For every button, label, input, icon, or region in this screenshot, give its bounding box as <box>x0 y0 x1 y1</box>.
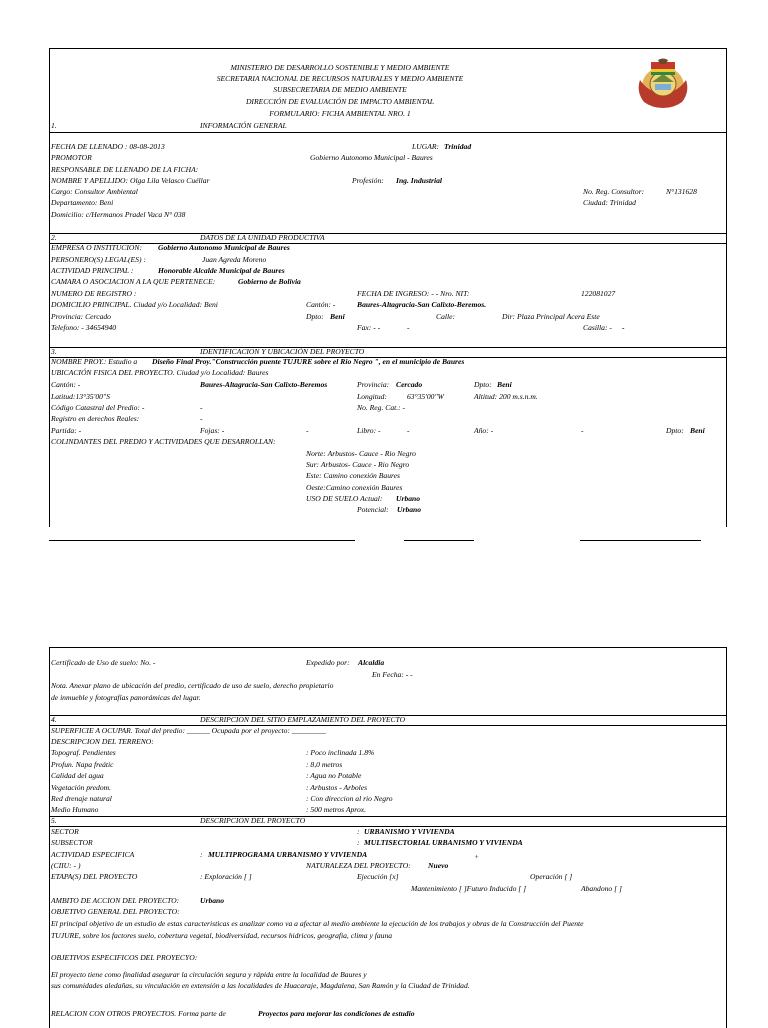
dpto-3-label: Dpto: <box>474 380 492 389</box>
objetivos-especificos-label: OBJETIVOS ESPECIFICOS DEL PROYECYO: <box>51 953 198 962</box>
actividad-principal-value: Honorable Alcalde Municipal de Baures <box>158 266 285 275</box>
codigo-catastral: Código Catastral del Predio: - <box>51 403 145 412</box>
section-3-top-divider <box>49 347 726 348</box>
terreno-row-value: : Con direccion al rio Negro <box>306 794 393 803</box>
numero-registro: NUMERO DE REGISTRO : <box>51 289 137 298</box>
section-1-number: 1. <box>51 121 57 130</box>
nombre-proyecto-label: NOMBRE PROY.: Estudio a <box>51 357 138 366</box>
canton-3-label: Cantón: - <box>51 380 81 389</box>
ciiu: (CIIU: - ) <box>51 861 81 870</box>
objetivo-general-label: OBJETIVO GENERAL DEL PROYECTO: <box>51 907 180 916</box>
nit-value: 122081027 <box>581 289 616 298</box>
canton-label: Cantón: - <box>306 300 336 309</box>
actividad-especifica-colon: : <box>200 850 203 859</box>
ambito-value: Urbano <box>200 896 225 905</box>
camara-label: CAMARA O ASOCIACION A LA QUE PERTENECE: <box>51 277 216 286</box>
terreno-row-value: : 500 metros Aprox. <box>306 805 367 814</box>
nombre-proyecto-value: Diseño Final Proy."Construcción puente TUJURE sobre el Rio Negro ", en el municipio de Baures <box>152 357 465 366</box>
etapa-mantenimiento: Mantenimiento [ ]Futuro Inducido [ ] <box>411 884 527 893</box>
profesion-label: Profesión: <box>352 176 384 185</box>
domicilio-principal: DOMICILIO PRINCIPAL. Ciudad y/o Localidad: Beni <box>51 300 218 309</box>
direccion: Dir: Plaza Principal Acera Este <box>502 312 600 321</box>
naturaleza-value: Nuevo <box>428 861 449 870</box>
terreno-row-value: : Agua no Potable <box>306 771 362 780</box>
section-4-number: 4. <box>51 715 57 724</box>
reg-consultor-value: N°131628 <box>666 187 697 196</box>
lugar-value: Trinidad <box>444 142 472 151</box>
terreno-row-value: : 8,0 metros <box>306 760 343 769</box>
sector-label: SECTOR <box>51 827 79 836</box>
fax-dash: - <box>407 323 410 332</box>
sector-colon: : <box>357 827 360 836</box>
lugar-label: LUGAR: <box>412 142 439 151</box>
colindante-este: Este: Camino conexión Baures <box>306 471 400 480</box>
dpto-3b-value: Beni <box>690 426 705 435</box>
reg-cat: No. Reg. Cat.: - <box>357 403 406 412</box>
subsector-label: SUBSECTOR <box>51 838 93 847</box>
fojas: Fojas: - <box>200 426 225 435</box>
personero-value: Juan Agreda Moreno <box>202 255 267 264</box>
etapa-exploracion: : Exploración [ ] <box>200 872 252 881</box>
header-line-5: FORMULARIO: FICHA AMBIENTAL NRO. 1 <box>269 109 411 118</box>
objetivos-especificos-line-2: sus comunidades aledañas, su vinculación en extensión a las localidades de Huacaraje, Magdalena, San Ramón y la Ciudad de Trinidad. <box>51 981 470 990</box>
etapas-label: ETAPA(S) DEL PROYECTO <box>51 872 138 881</box>
dpto-3b-label: Dpto: <box>666 426 684 435</box>
camara-value: Gobierno de Bolivia <box>238 277 301 286</box>
section-2-title-divider <box>49 243 726 244</box>
casilla: Casilla: - <box>583 323 612 332</box>
en-fecha: En Fecha: - - <box>372 670 413 679</box>
potencial-label: Potencial: <box>357 505 389 514</box>
personero-label: PERSONERO(S) LEGAL(ES) : <box>51 255 146 264</box>
promotor-value: Gobierno Autonomo Municipal - Baures <box>310 153 433 162</box>
actividad-especifica-value: MULTIPROGRAMA URBANISMO Y VIVIENDA <box>208 850 368 859</box>
ciudad: Ciudad: Trinidad <box>583 198 636 207</box>
header-line-3: SUBSECRETARIA DE MEDIO AMBIENTE <box>273 85 407 94</box>
expedido-value: Alcaldia <box>358 658 385 667</box>
section-2-title: DATOS DE LA UNIDAD PRODUCTIVA <box>200 233 325 242</box>
longitud-value: 63°35'00"W <box>407 392 444 401</box>
signature-line-3 <box>580 540 701 541</box>
libro: Libro: - <box>357 426 381 435</box>
uso-suelo-label: USO DE SUELO Actual: <box>306 494 383 503</box>
terreno-row-label: Profun. Napa freátic <box>51 760 114 769</box>
ambito-label: AMBITO DE ACCION DEL PROYECTO: <box>51 896 180 905</box>
fecha-ingreso: FECHA DE INGRESO: - - Nro. NIT: <box>357 289 470 298</box>
libro-dash: - <box>407 426 410 435</box>
nota-line-2: de inmueble y fotografías panorámicas del lugar. <box>51 693 201 702</box>
subsector-colon: : <box>357 838 360 847</box>
terreno-row-value: : Arbustos - Arboles <box>306 783 368 792</box>
canton-3-value: Baures-Altagracia-San Calixto-Beremos <box>200 380 328 389</box>
casilla-dash: - <box>622 323 625 332</box>
dpto-value: Beni <box>330 312 345 321</box>
expedido-label: Expedido por: <box>306 658 350 667</box>
objetivo-general-line-1: El principal objetivo de un estudio de estas caracteristicas es analizar como va a afectar al medio ambiente la ejecución de los trabajos y obras de la Construcción del Puente <box>51 919 584 928</box>
potencial-value: Urbano <box>397 505 422 514</box>
terreno-row-label: Medio Humano <box>51 805 99 814</box>
subsector-value: MULTISECTORIAL URBANISMO Y VIVIENDA <box>364 838 523 847</box>
colindante-oeste: Oeste:Camino conexión Baures <box>306 483 403 492</box>
nota-line-1: Nota. Anexar plano de ubicación del predio, certificado de uso de suelo, derecho propietario <box>51 681 334 690</box>
plus-sign: + <box>474 852 480 861</box>
profesion-value: Ing. Industrial <box>396 176 443 185</box>
relacion-label: RELACION CON OTROS PROYECTOS. Forma parte de <box>51 1009 226 1018</box>
canton-value: Baures-Altagracia-San Calixto-Beremos. <box>357 300 487 309</box>
section-3-number: 3. <box>51 347 57 356</box>
fojas-dash: - <box>306 426 309 435</box>
terreno-row-value: : Poco inclinada 1.8% <box>306 748 375 757</box>
terreno-row-label: Calidad del agua <box>51 771 104 780</box>
anio: Año: - <box>474 426 494 435</box>
empresa-label: EMPRESA O INSTITUCION: <box>51 243 142 252</box>
dpto-label: Dpto: <box>306 312 324 321</box>
latitud: Latitud:13°35'00"S <box>51 392 110 401</box>
uso-suelo-value: Urbano <box>396 494 421 503</box>
section-4-title: DESCRIPCION DEL SITIO EMPLAZAMIENTO DEL PROYECTO <box>200 715 406 724</box>
actividad-principal-label: ACTIVIDAD PRINCIPAL : <box>51 266 134 275</box>
nombre-apellido: NOMBRE Y APELLIDO: Olga Lila Velasco Cuéllar <box>51 176 210 185</box>
dpto-3-value: Beni <box>497 380 512 389</box>
provincia-3-label: Provincia: <box>357 380 390 389</box>
etapa-abandono: Abandono [ ] <box>581 884 622 893</box>
domicilio: Domicilio: c/Hermanos Pradel Vaca N° 038 <box>51 210 186 219</box>
signature-line-2 <box>404 540 474 541</box>
partida: Partida: - <box>51 426 82 435</box>
provincia-3-value: Cercado <box>396 380 423 389</box>
section-2-number: 2. <box>51 233 57 242</box>
objetivos-especificos-line-1: El proyecto tiene como finalidad asegurar la circulación segura y rápida entre la localidad de Baures y <box>51 970 367 979</box>
altitud: Altitud: 200 m.s.n.m. <box>474 392 538 401</box>
superficie-ocupar: SUPERFICIE A OCUPAR. Total del predio: ______ Ocupada por el proyecto: _________ <box>51 726 327 735</box>
objetivo-general-line-2: TUJURE, sobre los factores suelo, cobertura vegetal, biodiversidad, recursos hidricos, geografia, clima y fauna <box>51 931 393 940</box>
section-1-divider <box>49 132 726 133</box>
etapa-ejecucion: Ejecución [x] <box>357 872 399 881</box>
telefono: Telefono: - 34654940 <box>51 323 117 332</box>
ubicacion-fisica: UBICACIÓN FISICA DEL PROYECTO. Ciudad y/o Localidad: Baures <box>51 368 269 377</box>
certificado-uso-suelo: Certificado de Uso de suelo: No. - <box>51 658 156 667</box>
fax: Fax: - - <box>357 323 381 332</box>
registro-reales-dash: - <box>200 414 203 423</box>
etapa-operacion: Operación [ ] <box>530 872 573 881</box>
signature-line-1 <box>49 540 355 541</box>
terreno-row-label: Topograf. Pendientes <box>51 748 116 757</box>
bolivia-coat-of-arms-emblem <box>634 58 692 110</box>
descripcion-terreno: DESCRIPCION DEL TERRENO: <box>51 737 154 746</box>
header-line-2: SECRETARIA NACIONAL DE RECURSOS NATURALES Y MEDIO AMBIENTE <box>216 74 464 83</box>
section-5-title: DESCRIPCION DEL PROYECTO <box>200 816 306 825</box>
calle-label: Calle: <box>436 312 455 321</box>
colindante-norte: Norte: Arbustos- Cauce - Rio Negro <box>306 449 416 458</box>
colindantes-label: COLINDANTES DEL PREDIO Y ACTIVIDADES QUE DESARROLLAN: <box>51 437 276 446</box>
responsable-label: RESPONSABLE DE LLENADO DE LA FICHA: <box>51 165 199 174</box>
cargo: Cargo: Consultor Ambiental <box>51 187 138 196</box>
registro-reales: Registro en derechos Reales: <box>51 414 140 423</box>
anio-dash: - <box>581 426 584 435</box>
reg-consultor-label: No. Reg. Consultor: <box>583 187 645 196</box>
terreno-row-label: Red drenaje natural <box>51 794 112 803</box>
header-line-4: DIRECCIÓN DE EVALUACIÓN DE IMPACTO AMBIENTAL <box>245 97 435 106</box>
section-5-top-divider <box>49 816 726 817</box>
fecha-llenado: FECHA DE LLENADO : 08-08-2013 <box>51 142 165 151</box>
naturaleza-label: NATURALEZA DEL PROYECTO: <box>306 861 411 870</box>
section-1-title: INFORMACIÓN GENERAL <box>200 121 287 130</box>
empresa-value: Gobierno Autonomo Municipal de Baures <box>158 243 290 252</box>
codigo-catastral-dash: - <box>200 403 203 412</box>
header-line-1: MINISTERIO DE DESARROLLO SOSTENIBLE Y MEDIO AMBIENTE <box>230 63 450 72</box>
section-5-number: 5. <box>51 816 57 825</box>
terreno-row-label: Vegetación predom. <box>51 783 112 792</box>
section-3-title: IDENTIFICACION Y UBICACIÓN DEL PROYECTO <box>200 347 365 356</box>
provincia: Provincia: Cercado <box>51 312 111 321</box>
sector-value: URBANISMO Y VIVIENDA <box>364 827 455 836</box>
departamento: Departamento: Beni <box>51 198 114 207</box>
colindante-sur: Sur: Arbustos- Cauce - Rio Negro <box>306 460 410 469</box>
relacion-value: Proyectos para mejorar las condiciones de estudio <box>258 1009 415 1018</box>
promotor-label: PROMOTOR <box>51 153 92 162</box>
actividad-especifica-label: ACTIVIDAD ESPECIFICA <box>51 850 135 859</box>
section-2-top-divider <box>49 233 726 234</box>
longitud-label: Longitud: <box>357 392 387 401</box>
